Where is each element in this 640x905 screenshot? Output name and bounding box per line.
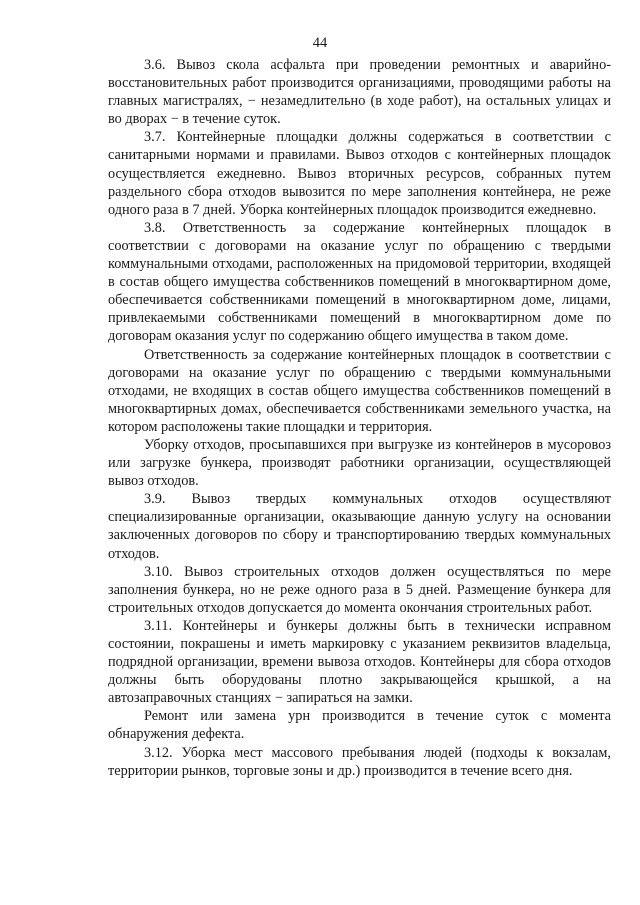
- page-number: 44: [312, 35, 328, 51]
- paragraph-waste-cleanup: Уборку отходов, просыпавшихся при выгрузке из контейнеров в мусоровоз или загрузке бункера, производят работники организации, осуществляющей вывоз отходов.: [108, 436, 611, 490]
- paragraph-3-7: 3.7. Контейнерные площадки должны содержаться в соответствии с санитарными нормами и правилами. Вывоз отходов с контейнерных площадок осуществляется ежедневно. Вывоз вторичных ресурсов, собранных путем раздельного сбора отходов вывозится по мере заполнения контейнера, не реже одного раза в 7 дней. Уборка контейнерных площадок производится ежедневно.: [108, 129, 611, 218]
- paragraph-3-8: 3.8. Ответственность за содержание контейнерных площадок в соответствии с договорами на оказание услуг по обращению с твердыми коммунальными отходами, расположенных на придомовой территории, входящей в состав общего имущества собственников помещений в многоквартирном доме, обеспечивается собственниками помещений в многоквартирном доме, лицами, привлекаемыми собственниками помещений в многоквартирном доме по договорам оказания услуг по содержанию общего имущества в таком доме.: [108, 219, 611, 345]
- paragraph-3-11: 3.11. Контейнеры и бункеры должны быть в технически исправном состоянии, покрашены и иметь маркировку с указанием реквизитов владельца, подрядной организации, времени вывоза отходов. Контейнеры для сбора отходов должны быть оборудованы плотно закрывающейся крышкой, а на автозаправочных станциях − запираться на замки.: [108, 617, 611, 707]
- paragraph-3-9: 3.9. Вывоз твердых коммунальных отходов осуществляют специализированные организации, оказывающие данную услугу на основании заключенных договоров по сбору и транспортированию твердых коммунальных отходов.: [108, 491, 611, 562]
- paragraph-responsibility: Ответственность за содержание контейнерных площадок в соответствии с договорами на оказание услуг по обращению с твердыми коммунальными отходами, не входящих в состав общего имущества собственников помещений в многоквартирных домах, обеспечивается собственниками земельного участка, на котором расположены такие площадки и территория.: [108, 346, 611, 435]
- paragraph-urn-repair: Ремонт или замена урн производится в течение суток с момента обнаружения дефекта.: [108, 708, 611, 743]
- paragraph-3-10: 3.10. Вывоз строительных отходов должен осуществляться по мере заполнения бункера, но не реже одного раза в 5 дней. Размещение бункера для строительных отходов допускается до момента окончания строительных работ.: [108, 563, 611, 616]
- document-body: [108, 56, 611, 780]
- paragraph-3-6: 3.6. Вывоз скола асфальта при проведении ремонтных и аварийно-восстановительных работ производится организациями, проводящими работы на главных магистралях, − незамедлительно (в ходе работ), на остальных улицах и во дворах − в течение суток.: [108, 57, 611, 128]
- paragraph-3-12: 3.12. Уборка мест массового пребывания людей (подходы к вокзалам, территории рынков, торговые зоны и др.) производится в течение всего дня.: [108, 744, 611, 779]
